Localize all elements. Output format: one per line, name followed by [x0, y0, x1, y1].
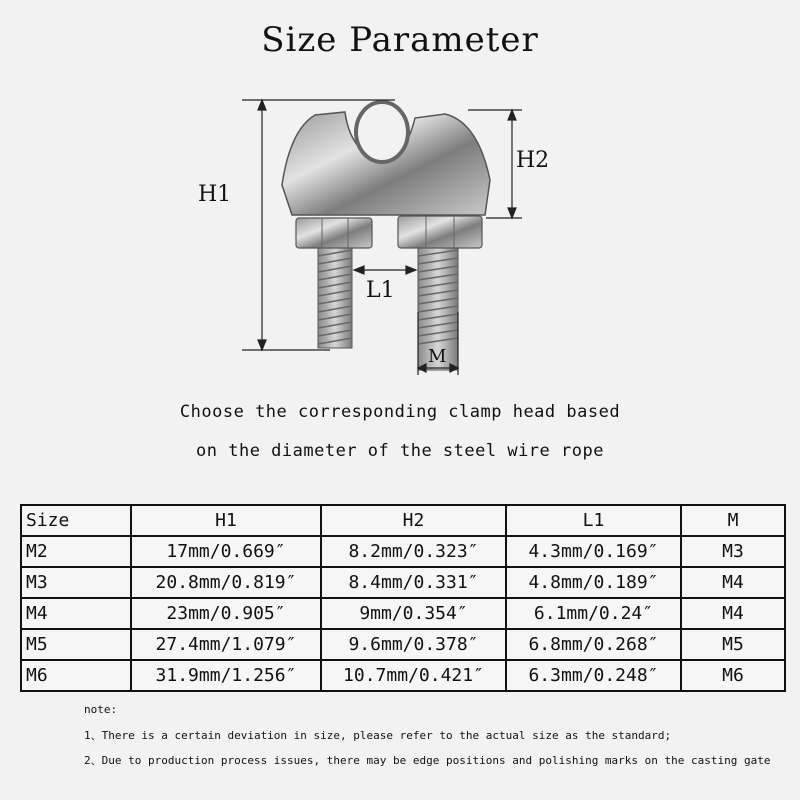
- header-h1: H1: [131, 505, 321, 536]
- table-row: [21, 567, 785, 598]
- note-item-2: 2、Due to production process issues, there may be edge positions and polishing marks on the casting gate: [84, 754, 771, 767]
- table-row: [21, 629, 785, 660]
- caption-line-1: Choose the corresponding clamp head based: [179, 402, 621, 422]
- header-size: Size: [21, 505, 131, 536]
- m-label: M: [428, 346, 447, 367]
- cell-m: M6: [681, 660, 785, 691]
- size-parameter-table: [20, 504, 786, 692]
- header-m: M: [681, 505, 785, 536]
- table-row: [21, 536, 785, 567]
- note-item-1: 1、There is a certain deviation in size, please refer to the actual size as the standard;: [84, 729, 672, 742]
- page-title: Size Parameter: [261, 20, 539, 60]
- h1-label: H1: [198, 182, 232, 207]
- saddle-eye: [356, 102, 408, 162]
- caption-line-2: on the diameter of the steel wire rope: [196, 441, 604, 461]
- left-bolt: [318, 240, 352, 348]
- note-heading: note:: [84, 703, 118, 716]
- left-nut: [296, 218, 372, 248]
- cell-m: M3: [681, 536, 785, 567]
- table-row: [21, 598, 785, 629]
- cell-l1: 4.3mm/0.169″: [506, 536, 681, 567]
- cell-size: M3: [21, 567, 131, 598]
- header-l1: L1: [506, 505, 681, 536]
- cell-h1: 23mm/0.905″: [131, 598, 321, 629]
- table-row: [21, 660, 785, 691]
- header-h2: H2: [321, 505, 506, 536]
- cell-h1: 17mm/0.669″: [131, 536, 321, 567]
- right-nut: [398, 216, 482, 248]
- cell-h1: 27.4mm/1.079″: [131, 629, 321, 660]
- cell-h1: 20.8mm/0.819″: [131, 567, 321, 598]
- cell-h1: 31.9mm/1.256″: [131, 660, 321, 691]
- cell-l1: 4.8mm/0.189″: [506, 567, 681, 598]
- cell-m: M5: [681, 629, 785, 660]
- cell-size: M2: [21, 536, 131, 567]
- cell-l1: 6.8mm/0.268″: [506, 629, 681, 660]
- cell-h2: 8.4mm/0.331″: [321, 567, 506, 598]
- h2-label: H2: [516, 148, 550, 173]
- cell-h2: 8.2mm/0.323″: [321, 536, 506, 567]
- cell-size: M4: [21, 598, 131, 629]
- cell-h2: 10.7mm/0.421″: [321, 660, 506, 691]
- cell-h2: 9.6mm/0.378″: [321, 629, 506, 660]
- table-header-row: [21, 505, 785, 536]
- l1-label: L1: [366, 278, 395, 303]
- cell-size: M5: [21, 629, 131, 660]
- cell-m: M4: [681, 567, 785, 598]
- cell-l1: 6.3mm/0.248″: [506, 660, 681, 691]
- cell-h2: 9mm/0.354″: [321, 598, 506, 629]
- cell-m: M4: [681, 598, 785, 629]
- cell-size: M6: [21, 660, 131, 691]
- cell-l1: 6.1mm/0.24″: [506, 598, 681, 629]
